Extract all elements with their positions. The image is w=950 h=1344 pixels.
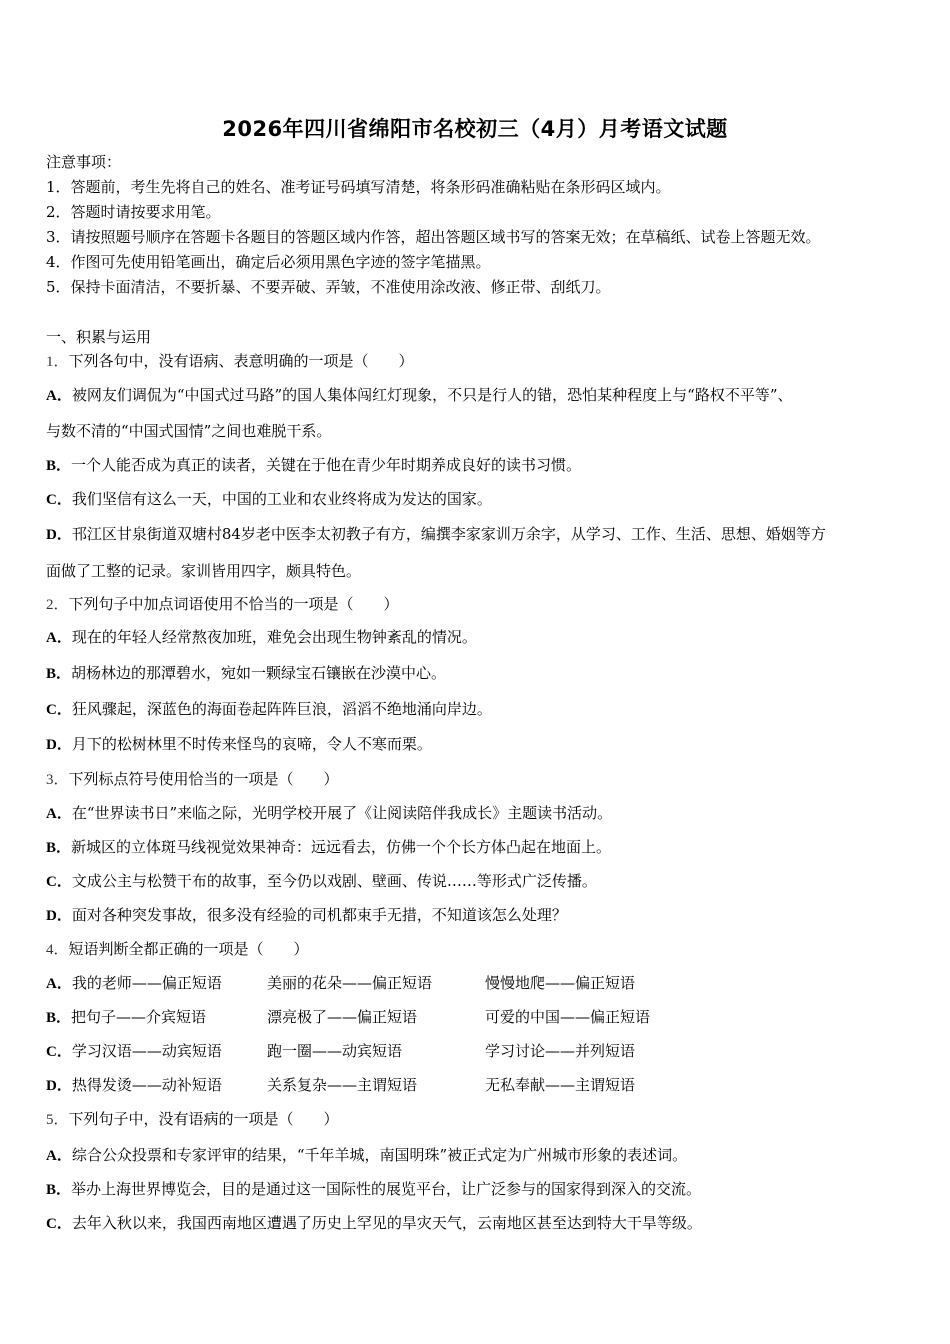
option-a xyxy=(46,973,906,993)
option-text: 狂风骤起，深蓝色的海面卷起阵阵巨浪，滔滔不绝地涌向岸边。 xyxy=(71,700,492,718)
option-phrase: 无私奉献——主谓短语 xyxy=(485,1076,636,1094)
notice-item: 1．答题前，考生先将自己的姓名、准考证号码填写清楚，将条形码准确粘贴在条形码区域内。 xyxy=(46,178,671,196)
option-text: 文成公主与松赞干布的故事，至今仍以戏剧、壁画、传说……等形式广泛传播。 xyxy=(71,872,597,890)
question-number: 4． xyxy=(46,942,69,958)
option-phrase: 学习汉语——动宾短语 xyxy=(71,1042,222,1060)
question-number: 1． xyxy=(46,354,69,370)
option-letter: D． xyxy=(46,737,72,753)
option-a xyxy=(46,803,612,824)
option-d xyxy=(46,734,432,755)
question-text: 下列句子中，没有语病的一项是（ ） xyxy=(68,1110,339,1128)
notice-item: 3．请按照题号顺序在答题卡各题目的答题区域内作答，超出答题区域书写的答案无效；在草稿纸、试卷上答题无效。 xyxy=(46,228,821,246)
option-d-continuation: 面做了工整的记录。家训皆用四字，颇具特色。 xyxy=(46,562,362,580)
option-c xyxy=(46,699,492,720)
option-text: 综合公众投票和专家评审的结果，“千年羊城，南国明珠”被正式定为广州城市形象的表述词。 xyxy=(71,1146,688,1164)
option-text: 现在的年轻人经常熬夜加班，难免会出现生物钟紊乱的情况。 xyxy=(71,628,477,646)
option-letter: B． xyxy=(46,458,72,474)
notice-item: 2．答题时请按要求用笔。 xyxy=(46,203,221,221)
option-letter: B． xyxy=(46,1182,72,1198)
question-text: 下列句子中加点词语使用不恰当的一项是（ ） xyxy=(68,595,399,613)
option-text: 面对各种突发事故，很多没有经验的司机都束手无措，不知道该怎么处理？ xyxy=(71,906,567,924)
question-1-stem xyxy=(46,351,414,372)
option-b xyxy=(46,663,446,684)
option-c xyxy=(46,1041,906,1061)
option-letter: A． xyxy=(46,630,72,646)
option-letter: D． xyxy=(46,527,72,543)
option-letter: B． xyxy=(46,840,72,856)
option-letter: D． xyxy=(46,908,72,924)
question-5-stem xyxy=(46,1109,339,1130)
option-d xyxy=(46,905,567,926)
question-2-stem xyxy=(46,594,399,615)
option-letter: C． xyxy=(46,1044,72,1060)
question-text: 下列标点符号使用恰当的一项是（ ） xyxy=(68,770,339,788)
option-text: 举办上海世界博览会，目的是通过这一国际性的展览平台，让广泛参与的国家得到深入的交流。 xyxy=(71,1180,702,1198)
option-phrase: 漂亮极了——偏正短语 xyxy=(267,1008,418,1026)
option-letter: A． xyxy=(46,388,72,404)
option-phrase: 热得发烫——动补短语 xyxy=(71,1076,222,1094)
option-letter: C． xyxy=(46,702,72,718)
option-letter: B． xyxy=(46,666,72,682)
option-letter: A． xyxy=(46,976,72,992)
option-text: 去年入秋以来，我国西南地区遭遇了历史上罕见的旱灾天气，云南地区甚至达到特大干旱等级。 xyxy=(71,1214,702,1232)
option-text: 被网友们调侃为“中国式过马路”的国人集体闯红灯现象，不只是行人的错，恐怕某种程度上与“路权不平等”、 xyxy=(71,386,793,404)
option-a xyxy=(46,627,477,648)
option-a-continuation: 与数不清的“中国式国情”之间也难脱干系。 xyxy=(46,422,332,440)
option-letter: A． xyxy=(46,806,72,822)
question-4-stem xyxy=(46,939,309,960)
option-letter: C． xyxy=(46,1216,72,1232)
notice-item: 5．保持卡面清洁，不要折暴、不要弄破、弄皱，不准使用涂改液、修正带、刮纸刀。 xyxy=(46,278,611,296)
option-text: 一个人能否成为真正的读者，关键在于他在青少年时期养成良好的读书习惯。 xyxy=(71,456,582,474)
option-text: 胡杨林边的那潭碧水，宛如一颗绿宝石镶嵌在沙漠中心。 xyxy=(71,664,447,682)
question-text: 下列各句中，没有语病、表意明确的一项是（ ） xyxy=(68,352,414,370)
option-d xyxy=(46,524,826,545)
question-text: 短语判断全都正确的一项是（ ） xyxy=(68,940,309,958)
option-letter: B． xyxy=(46,1010,72,1026)
option-c xyxy=(46,1213,702,1234)
option-d xyxy=(46,1075,906,1095)
question-number: 5． xyxy=(46,1112,69,1128)
option-phrase: 美丽的花朵——偏正短语 xyxy=(267,974,433,992)
option-letter: C． xyxy=(46,874,72,890)
option-phrase: 跑一圈——动宾短语 xyxy=(267,1042,403,1060)
option-phrase: 慢慢地爬——偏正短语 xyxy=(485,974,636,992)
page-title: 2026年四川省绵阳市名校初三（4月）月考语文试题 xyxy=(222,117,728,141)
option-b xyxy=(46,837,611,858)
option-c xyxy=(46,871,597,892)
notice-item: 4．作图可先使用铅笔画出，确定后必须用黑色字迹的签字笔描黑。 xyxy=(46,253,491,271)
question-3-stem xyxy=(46,769,339,790)
option-c xyxy=(46,489,492,510)
option-text: 邗江区甘泉街道双塘村84岁老中医李太初教子有方，编撰李家家训万余字，从学习、工作、生活、思想、婚姻等方 xyxy=(71,525,826,543)
option-phrase: 我的老师——偏正短语 xyxy=(71,974,222,992)
option-a xyxy=(46,385,793,406)
option-phrase: 关系复杂——主谓短语 xyxy=(267,1076,418,1094)
option-text: 我们坚信有这么一天，中国的工业和农业终将成为发达的国家。 xyxy=(71,490,492,508)
question-number: 2． xyxy=(46,597,69,613)
option-letter: A． xyxy=(46,1148,72,1164)
section-heading: 一、积累与运用 xyxy=(46,328,152,346)
option-text: 月下的松树林里不时传来怪鸟的哀啼，令人不寒而栗。 xyxy=(71,735,432,753)
option-a xyxy=(46,1145,687,1166)
question-number: 3． xyxy=(46,772,69,788)
option-text: 在“世界读书日”来临之际，光明学校开展了《让阅读陪伴我成长》主题读书活动。 xyxy=(71,804,613,822)
option-phrase: 把句子——介宾短语 xyxy=(71,1008,207,1026)
option-text: 新城区的立体斑马线视觉效果神奇：远远看去，仿佛一个个长方体凸起在地面上。 xyxy=(71,838,612,856)
option-letter: D． xyxy=(46,1078,72,1094)
option-phrase: 可爱的中国——偏正短语 xyxy=(485,1008,651,1026)
notice-heading: 注意事项： xyxy=(46,153,122,171)
option-letter: C． xyxy=(46,492,72,508)
option-b xyxy=(46,1007,906,1027)
option-b xyxy=(46,455,581,476)
option-b xyxy=(46,1179,701,1200)
option-phrase: 学习讨论——并列短语 xyxy=(485,1042,636,1060)
